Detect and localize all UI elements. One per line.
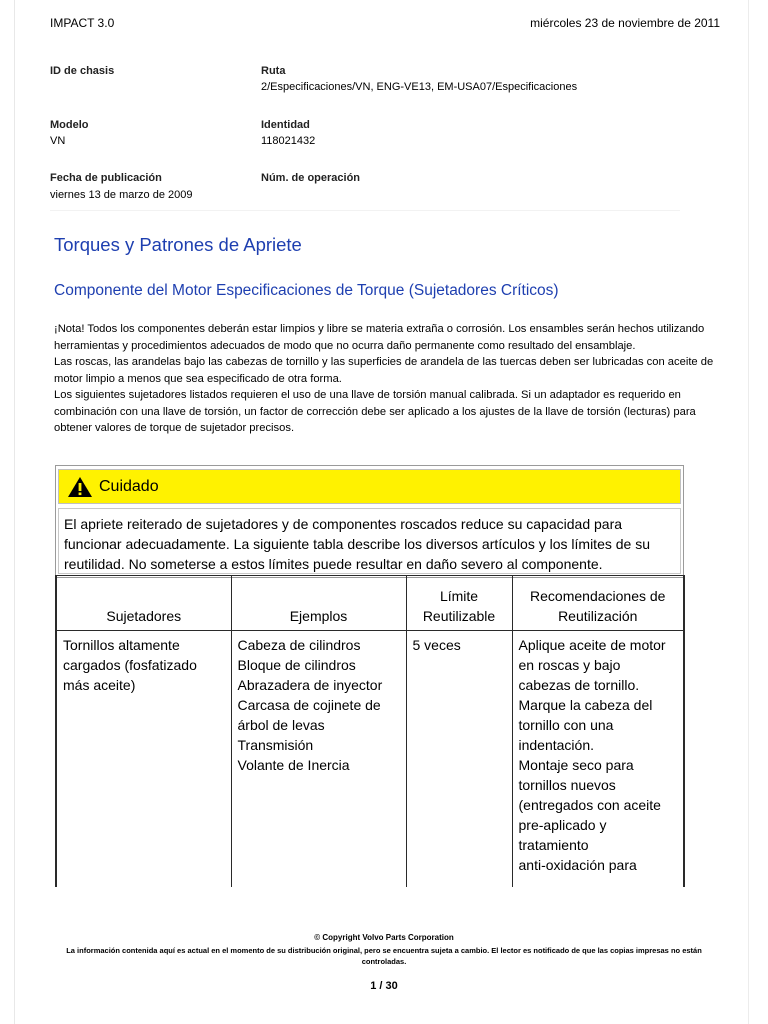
section-divider: [50, 210, 680, 211]
caution-header: [58, 469, 681, 504]
cell-text: Transmisión: [237, 737, 314, 753]
publication-date-label: Fecha de publicación: [50, 172, 162, 184]
cell-text: Cabeza de cilindros: [237, 637, 361, 653]
cell-text: Montaje seco para: [518, 757, 634, 773]
column-header-recommendations: [512, 576, 684, 631]
cell-text: árbol de levas: [237, 717, 325, 733]
cell-text: indentación.: [518, 737, 595, 753]
cell-reuse-limit: [406, 631, 512, 888]
caution-title: Cuidado: [99, 477, 159, 495]
cell-text: Bloque de cilindros: [237, 657, 356, 673]
model-value: VN: [50, 135, 66, 147]
cell-text: Volante de Inercia: [237, 757, 350, 773]
note-paragraph: Los siguientes sujetadores listados requieren el uso de una llave de torsión manual calibrada. Si un adaptador es requerido en combinación con una llave de torsión, un factor de corrección debe ser aplicado a los ajustes de la llave de torsión (lecturas) para obtener valores de torque de sujetador precisos.: [54, 389, 696, 434]
header-text: Recomendaciones de: [530, 588, 666, 604]
caution-text: El apriete reiterado de sujetadores y de componentes roscados reduce su capacidad para funcionar adecuadamente. La siguiente tabla describe los diversos artículos y los límites de su reutilidad. No someterse a estos límites puede resultar en daño severo al componente.: [58, 508, 681, 574]
cell-text: tornillos nuevos: [518, 777, 616, 793]
operation-number-label: Núm. de operación: [261, 172, 361, 184]
cell-text: cabezas de tornillo.: [518, 677, 640, 693]
print-date: miércoles 23 de noviembre de 2011: [530, 16, 720, 30]
footer-disclaimer: La información contenida aquí es actual en el momento de su distribución original, pero se encuentra sujeta a cambio. El lector es notificado de que las copias impresas no están controladas.: [66, 946, 702, 966]
header-text: Límite: [439, 588, 479, 604]
cell-text: pre-aplicado y: [518, 817, 607, 833]
header-text: Reutilización: [558, 608, 638, 624]
section-subtitle: Componente del Motor Especificaciones de Torque (Sujetadores Críticos): [54, 282, 559, 299]
page-left-edge: [14, 0, 15, 1024]
cell-text: Carcasa de cojinete de: [237, 697, 381, 713]
cell-text: anti-oxidación para: [518, 857, 637, 873]
header-text: Sujetadores: [106, 608, 182, 624]
cell-fastener: [56, 631, 231, 888]
identity-value: 118021432: [261, 135, 316, 147]
cell-text: Tornillos altamente: [63, 637, 180, 653]
table-row: [56, 631, 684, 888]
cell-text: tornillo con una: [518, 717, 614, 733]
cell-text: tratamiento: [518, 837, 589, 853]
cell-examples: [231, 631, 406, 888]
model-label: Modelo: [50, 119, 89, 131]
app-name: IMPACT 3.0: [50, 16, 115, 30]
page-number: 1 / 30: [370, 980, 398, 992]
cell-text: Aplique aceite de motor: [518, 637, 666, 653]
cell-text: Marque la cabeza del: [518, 697, 653, 713]
route-label: Ruta: [261, 65, 286, 77]
identity-label: Identidad: [261, 119, 310, 131]
column-header-fasteners: [56, 576, 231, 631]
cell-text: 5 veces: [412, 637, 461, 653]
publication-date-value: viernes 13 de marzo de 2009: [50, 189, 193, 201]
cell-text: en roscas y bajo: [518, 657, 621, 673]
cell-text: (entregados con aceite: [518, 797, 661, 813]
cell-text: más aceite): [63, 677, 136, 693]
page-title: Torques y Patrones de Apriete: [54, 234, 302, 255]
note-paragraph: Las roscas, las arandelas bajo las cabezas de tornillo y las superficies de arandela de las tuercas deben ser lubricadas con aceite de motor limpio a menos que sea especificado de otra forma.: [54, 356, 714, 385]
header-text: Reutilizable: [422, 608, 496, 624]
column-header-reuse-limit: [406, 576, 512, 631]
footer-copyright: © Copyright Volvo Parts Corporation: [314, 933, 454, 942]
chassis-label: ID de chasis: [50, 65, 115, 77]
route-value: 2/Especificaciones/VN, ENG-VE13, EM-USA07/Especificaciones: [261, 81, 578, 93]
column-header-examples: [231, 576, 406, 631]
page-right-edge: [748, 0, 749, 1024]
cell-recommendations: [512, 631, 684, 888]
note-paragraph: ¡Nota! Todos los componentes deberán estar limpios y libre se materia extraña o corrosión. Los ensambles serán hechos utilizando herramientas y procedimientos adecuados de modo que no ocurra daño permanente como resultado del ensamblaje.: [54, 323, 705, 352]
reuse-limits-table: [55, 575, 685, 887]
cell-text: Abrazadera de inyector: [237, 677, 383, 693]
warning-triangle-icon: [67, 476, 93, 498]
header-text: Ejemplos: [289, 608, 348, 624]
cell-text: cargados (fosfatizado: [63, 657, 197, 673]
notes-block: [54, 321, 714, 437]
caution-box: [55, 465, 684, 578]
table-header-row: [56, 576, 684, 631]
